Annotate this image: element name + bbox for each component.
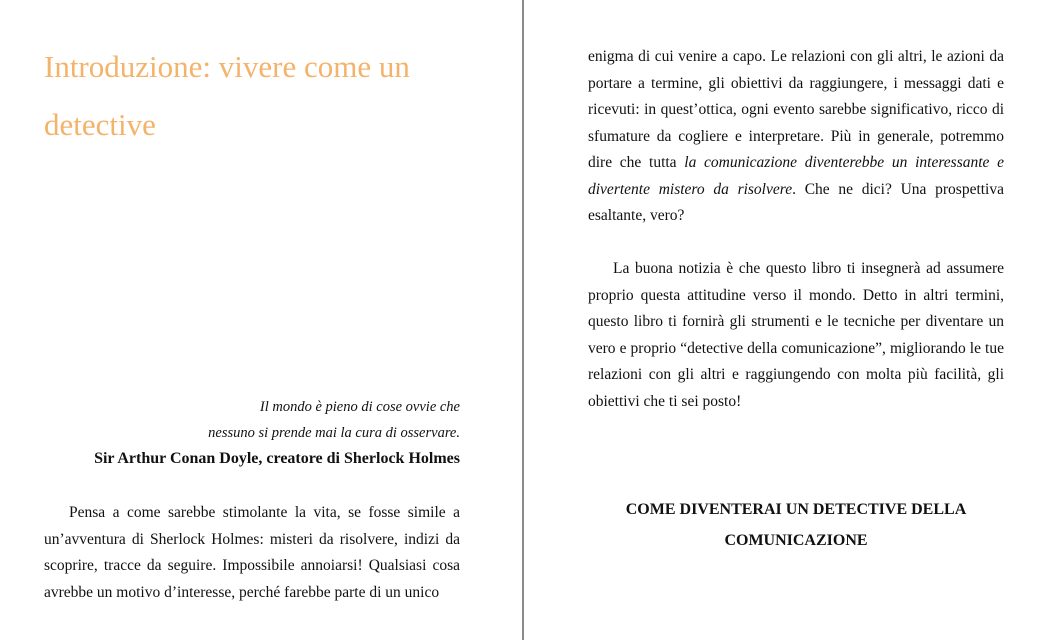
body-paragraph-continued [588, 44, 1004, 230]
right-page-body-bottom [588, 256, 1004, 415]
epigraph-line: Il mondo è pieno di cose ovvie che [259, 399, 460, 415]
paragraph-text: . Che ne dici? Una prospettiva esaltante, vero? [588, 180, 1004, 224]
body-paragraph: La buona notizia è che questo libro ti insegnerà ad assumere proprio questa attitudine verso il mondo. Detto in altri termini, questo libro ti fornirà gli strumenti e le tecniche per diventare un vero e proprio “detective della comunicazione”, migliorando le tue relazioni con gli altri e raggiungendo con molta più facilità, gli obiettivi che ti sei posto! [588, 260, 1004, 410]
emphasized-text: la comunicazione diventerebbe un interessante e divertente mistero da risolvere [588, 154, 1004, 198]
paragraph-text: enigma di cui venire a capo. Le relazioni con gli altri, le azioni da portare a termine, gli obiettivi da raggiungere, i messaggi dati e ricevuti: in quest’ottica, ogni evento sarebbe significativo, ricco di sfumature da cogliere e interpretare. Più in generale, potremmo dire che tutta [588, 48, 1004, 171]
right-page [524, 0, 1043, 640]
chapter-title: Introduzione: vivere come un detective [44, 49, 410, 142]
section-heading: COME DIVENTERAI UN DETECTIVE DELLA COMUNICAZIONE [625, 501, 967, 549]
left-page-body [44, 500, 460, 606]
epigraph-quote [30, 394, 460, 446]
epigraph-attribution: Sir Arthur Conan Doyle, creatore di Sherlock Holmes [94, 450, 460, 467]
epigraph-line: nessuno si prende mai la cura di osservare. [208, 425, 460, 441]
right-page-body-top [588, 44, 1004, 230]
body-paragraph: Pensa a come sarebbe stimolante la vita, se fosse simile a un’avventura di Sherlock Holmes: misteri da risolvere, indizi da scoprire, tracce da seguire. Impossibile annoiarsi! Qualsiasi cosa avrebbe un motivo d’interesse, perché farebbe parte di un unico [44, 504, 460, 601]
